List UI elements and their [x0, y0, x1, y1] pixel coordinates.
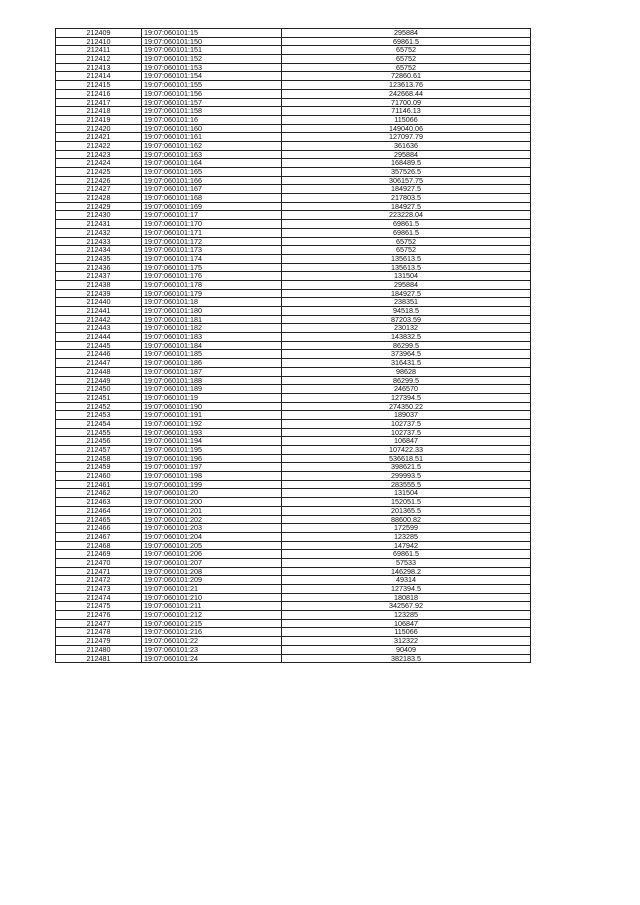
value-cell: 201365.5: [282, 506, 531, 515]
row-id-cell: 212432: [56, 228, 142, 237]
table-row: [56, 628, 531, 637]
table-row: [56, 315, 531, 324]
table-row: [56, 307, 531, 316]
cadastral-number-cell: 19:07:060101:206: [142, 550, 282, 559]
table-row: [56, 654, 531, 663]
row-id-cell: 212436: [56, 263, 142, 272]
row-id-cell: 212440: [56, 298, 142, 307]
value-cell: 147942: [282, 541, 531, 550]
row-id-cell: 212426: [56, 176, 142, 185]
row-id-cell: 212456: [56, 437, 142, 446]
value-cell: 71700.09: [282, 98, 531, 107]
table-row: [56, 211, 531, 220]
cadastral-number-cell: 19:07:060101:15: [142, 29, 282, 38]
value-cell: 373964.5: [282, 350, 531, 359]
table-row: [56, 89, 531, 98]
cadastral-number-cell: 19:07:060101:200: [142, 498, 282, 507]
table-row: [56, 272, 531, 281]
cadastral-number-cell: 19:07:060101:212: [142, 611, 282, 620]
cadastral-number-cell: 19:07:060101:204: [142, 532, 282, 541]
cadastral-number-cell: 19:07:060101:164: [142, 159, 282, 168]
table-row: [56, 428, 531, 437]
row-id-cell: 212466: [56, 524, 142, 533]
row-id-cell: 212477: [56, 619, 142, 628]
row-id-cell: 212479: [56, 637, 142, 646]
cadastral-number-cell: 19:07:060101:21: [142, 585, 282, 594]
table-row: [56, 637, 531, 646]
row-id-cell: 212465: [56, 515, 142, 524]
row-id-cell: 212409: [56, 29, 142, 38]
value-cell: 299993.5: [282, 472, 531, 481]
row-id-cell: 212470: [56, 558, 142, 567]
table-row: [56, 402, 531, 411]
table-row: [56, 237, 531, 246]
cadastral-number-cell: 19:07:060101:195: [142, 446, 282, 455]
row-id-cell: 212413: [56, 63, 142, 72]
cadastral-number-cell: 19:07:060101:192: [142, 419, 282, 428]
table-row: [56, 359, 531, 368]
cadastral-number-cell: 19:07:060101:18: [142, 298, 282, 307]
table-row: [56, 498, 531, 507]
cadastral-number-cell: 19:07:060101:184: [142, 341, 282, 350]
table-body: [56, 29, 531, 663]
row-id-cell: 212467: [56, 532, 142, 541]
row-id-cell: 212449: [56, 376, 142, 385]
row-id-cell: 212437: [56, 272, 142, 281]
table-row: [56, 81, 531, 90]
value-cell: 361636: [282, 141, 531, 150]
row-id-cell: 212450: [56, 385, 142, 394]
table-row: [56, 133, 531, 142]
row-id-cell: 212434: [56, 246, 142, 255]
value-cell: 184927.5: [282, 289, 531, 298]
table-row: [56, 228, 531, 237]
row-id-cell: 212415: [56, 81, 142, 90]
cadastral-number-cell: 19:07:060101:182: [142, 324, 282, 333]
row-id-cell: 212435: [56, 254, 142, 263]
value-cell: 382183.5: [282, 654, 531, 663]
value-cell: 69861.5: [282, 37, 531, 46]
row-id-cell: 212418: [56, 107, 142, 116]
value-cell: 65752: [282, 237, 531, 246]
row-id-cell: 212473: [56, 585, 142, 594]
row-id-cell: 212454: [56, 419, 142, 428]
row-id-cell: 212452: [56, 402, 142, 411]
row-id-cell: 212411: [56, 46, 142, 55]
row-id-cell: 212455: [56, 428, 142, 437]
value-cell: 184927.5: [282, 202, 531, 211]
table-row: [56, 411, 531, 420]
cadastral-number-cell: 19:07:060101:151: [142, 46, 282, 55]
table-row: [56, 280, 531, 289]
cadastral-number-cell: 19:07:060101:19: [142, 393, 282, 402]
row-id-cell: 212414: [56, 72, 142, 81]
table-row: [56, 558, 531, 567]
cadastral-number-cell: 19:07:060101:188: [142, 376, 282, 385]
table-row: [56, 393, 531, 402]
table-row: [56, 524, 531, 533]
table-row: [56, 115, 531, 124]
value-cell: 295884: [282, 280, 531, 289]
value-cell: 146298.2: [282, 567, 531, 576]
value-cell: 230132: [282, 324, 531, 333]
cadastral-number-cell: 19:07:060101:160: [142, 124, 282, 133]
table-row: [56, 472, 531, 481]
cadastral-number-cell: 19:07:060101:22: [142, 637, 282, 646]
value-cell: 94518.5: [282, 307, 531, 316]
cadastral-number-cell: 19:07:060101:191: [142, 411, 282, 420]
cadastral-number-cell: 19:07:060101:193: [142, 428, 282, 437]
cadastral-number-cell: 19:07:060101:216: [142, 628, 282, 637]
cadastral-number-cell: 19:07:060101:24: [142, 654, 282, 663]
cadastral-number-cell: 19:07:060101:23: [142, 645, 282, 654]
table-row: [56, 341, 531, 350]
row-id-cell: 212438: [56, 280, 142, 289]
table-row: [56, 593, 531, 602]
cadastral-number-cell: 19:07:060101:209: [142, 576, 282, 585]
cadastral-number-cell: 19:07:060101:16: [142, 115, 282, 124]
row-id-cell: 212416: [56, 89, 142, 98]
table-row: [56, 619, 531, 628]
cadastral-number-cell: 19:07:060101:158: [142, 107, 282, 116]
row-id-cell: 212410: [56, 37, 142, 46]
row-id-cell: 212421: [56, 133, 142, 142]
row-id-cell: 212472: [56, 576, 142, 585]
value-cell: 98628: [282, 367, 531, 376]
table-row: [56, 602, 531, 611]
value-cell: 115066: [282, 115, 531, 124]
value-cell: 123285: [282, 532, 531, 541]
value-cell: 143832.5: [282, 333, 531, 342]
row-id-cell: 212462: [56, 489, 142, 498]
table-row: [56, 150, 531, 159]
table-row: [56, 489, 531, 498]
value-cell: 536618.51: [282, 454, 531, 463]
value-cell: 127394.5: [282, 585, 531, 594]
cadastral-number-cell: 19:07:060101:171: [142, 228, 282, 237]
cadastral-number-cell: 19:07:060101:187: [142, 367, 282, 376]
cadastral-number-cell: 19:07:060101:205: [142, 541, 282, 550]
table-row: [56, 419, 531, 428]
value-cell: 342567.92: [282, 602, 531, 611]
row-id-cell: 212451: [56, 393, 142, 402]
value-cell: 398621.5: [282, 463, 531, 472]
value-cell: 172599: [282, 524, 531, 533]
value-cell: 283555.5: [282, 480, 531, 489]
value-cell: 306157.75: [282, 176, 531, 185]
cadastral-number-cell: 19:07:060101:201: [142, 506, 282, 515]
row-id-cell: 212417: [56, 98, 142, 107]
table-row: [56, 37, 531, 46]
value-cell: 180818: [282, 593, 531, 602]
row-id-cell: 212457: [56, 446, 142, 455]
value-cell: 246570: [282, 385, 531, 394]
table-row: [56, 385, 531, 394]
row-id-cell: 212463: [56, 498, 142, 507]
cadastral-number-cell: 19:07:060101:165: [142, 168, 282, 177]
cadastral-number-cell: 19:07:060101:196: [142, 454, 282, 463]
table-row: [56, 324, 531, 333]
value-cell: 65752: [282, 246, 531, 255]
value-cell: 65752: [282, 46, 531, 55]
cadastral-number-cell: 19:07:060101:194: [142, 437, 282, 446]
value-cell: 316431.5: [282, 359, 531, 368]
value-cell: 123285: [282, 611, 531, 620]
table-row: [56, 55, 531, 64]
row-id-cell: 212447: [56, 359, 142, 368]
row-id-cell: 212468: [56, 541, 142, 550]
table-row: [56, 72, 531, 81]
row-id-cell: 212469: [56, 550, 142, 559]
value-cell: 238351: [282, 298, 531, 307]
value-cell: 49314: [282, 576, 531, 585]
value-cell: 242668.44: [282, 89, 531, 98]
table-row: [56, 246, 531, 255]
row-id-cell: 212445: [56, 341, 142, 350]
row-id-cell: 212476: [56, 611, 142, 620]
table-row: [56, 107, 531, 116]
table-row: [56, 576, 531, 585]
table-row: [56, 298, 531, 307]
table-row: [56, 480, 531, 489]
cadastral-number-cell: 19:07:060101:207: [142, 558, 282, 567]
table-row: [56, 220, 531, 229]
value-cell: 312322: [282, 637, 531, 646]
table-row: [56, 532, 531, 541]
row-id-cell: 212412: [56, 55, 142, 64]
cadastral-number-cell: 19:07:060101:190: [142, 402, 282, 411]
row-id-cell: 212424: [56, 159, 142, 168]
table-row: [56, 98, 531, 107]
value-cell: 189037: [282, 411, 531, 420]
value-cell: 69861.5: [282, 228, 531, 237]
row-id-cell: 212439: [56, 289, 142, 298]
value-cell: 86299.5: [282, 376, 531, 385]
table-row: [56, 254, 531, 263]
cadastral-number-cell: 19:07:060101:156: [142, 89, 282, 98]
value-cell: 106847: [282, 619, 531, 628]
value-cell: 86299.5: [282, 341, 531, 350]
row-id-cell: 212475: [56, 602, 142, 611]
cadastral-number-cell: 19:07:060101:197: [142, 463, 282, 472]
row-id-cell: 212453: [56, 411, 142, 420]
cadastral-number-cell: 19:07:060101:153: [142, 63, 282, 72]
value-cell: 357526.5: [282, 168, 531, 177]
table-row: [56, 202, 531, 211]
cadastral-number-cell: 19:07:060101:203: [142, 524, 282, 533]
table-row: [56, 585, 531, 594]
table-row: [56, 176, 531, 185]
cadastral-number-cell: 19:07:060101:172: [142, 237, 282, 246]
row-id-cell: 212471: [56, 567, 142, 576]
value-cell: 65752: [282, 55, 531, 64]
cadastral-number-cell: 19:07:060101:20: [142, 489, 282, 498]
value-cell: 123613.76: [282, 81, 531, 90]
value-cell: 88600.82: [282, 515, 531, 524]
value-cell: 72860.61: [282, 72, 531, 81]
cadastral-number-cell: 19:07:060101:155: [142, 81, 282, 90]
value-cell: 131504: [282, 272, 531, 281]
table-row: [56, 29, 531, 38]
row-id-cell: 212464: [56, 506, 142, 515]
row-id-cell: 212431: [56, 220, 142, 229]
cadastral-number-cell: 19:07:060101:163: [142, 150, 282, 159]
cadastral-number-cell: 19:07:060101:170: [142, 220, 282, 229]
value-cell: 102737.5: [282, 428, 531, 437]
row-id-cell: 212460: [56, 472, 142, 481]
row-id-cell: 212480: [56, 645, 142, 654]
cadastral-number-cell: 19:07:060101:210: [142, 593, 282, 602]
row-id-cell: 212422: [56, 141, 142, 150]
value-cell: 69861.5: [282, 550, 531, 559]
value-cell: 65752: [282, 63, 531, 72]
value-cell: 135613.5: [282, 254, 531, 263]
row-id-cell: 212425: [56, 168, 142, 177]
cadastral-number-cell: 19:07:060101:181: [142, 315, 282, 324]
cadastral-number-cell: 19:07:060101:169: [142, 202, 282, 211]
value-cell: 90409: [282, 645, 531, 654]
value-cell: 131504: [282, 489, 531, 498]
cadastral-number-cell: 19:07:060101:176: [142, 272, 282, 281]
value-cell: 223228.04: [282, 211, 531, 220]
table-row: [56, 506, 531, 515]
value-cell: 71146.13: [282, 107, 531, 116]
cadastral-number-cell: 19:07:060101:166: [142, 176, 282, 185]
table-row: [56, 463, 531, 472]
cadastral-number-cell: 19:07:060101:162: [142, 141, 282, 150]
table-row: [56, 159, 531, 168]
row-id-cell: 212459: [56, 463, 142, 472]
table-row: [56, 550, 531, 559]
value-cell: 57533: [282, 558, 531, 567]
table-row: [56, 289, 531, 298]
row-id-cell: 212423: [56, 150, 142, 159]
row-id-cell: 212481: [56, 654, 142, 663]
table-row: [56, 376, 531, 385]
cadastral-number-cell: 19:07:060101:161: [142, 133, 282, 142]
table-row: [56, 194, 531, 203]
value-cell: 69861.5: [282, 220, 531, 229]
cadastral-number-cell: 19:07:060101:174: [142, 254, 282, 263]
table-row: [56, 168, 531, 177]
table-row: [56, 350, 531, 359]
value-cell: 217803.5: [282, 194, 531, 203]
table-row: [56, 437, 531, 446]
value-cell: 184927.5: [282, 185, 531, 194]
value-cell: 115066: [282, 628, 531, 637]
cadastral-number-cell: 19:07:060101:189: [142, 385, 282, 394]
row-id-cell: 212461: [56, 480, 142, 489]
value-cell: 135613.5: [282, 263, 531, 272]
table-row: [56, 454, 531, 463]
value-cell: 107422.33: [282, 446, 531, 455]
value-cell: 295884: [282, 29, 531, 38]
table-row: [56, 333, 531, 342]
row-id-cell: 212478: [56, 628, 142, 637]
row-id-cell: 212442: [56, 315, 142, 324]
cadastral-number-cell: 19:07:060101:152: [142, 55, 282, 64]
table-row: [56, 645, 531, 654]
value-cell: 102737.5: [282, 419, 531, 428]
value-cell: 152051.5: [282, 498, 531, 507]
cadastral-number-cell: 19:07:060101:199: [142, 480, 282, 489]
cadastral-number-cell: 19:07:060101:185: [142, 350, 282, 359]
value-cell: 295884: [282, 150, 531, 159]
cadastral-number-cell: 19:07:060101:186: [142, 359, 282, 368]
row-id-cell: 212430: [56, 211, 142, 220]
cadastral-number-cell: 19:07:060101:150: [142, 37, 282, 46]
value-cell: 127097.79: [282, 133, 531, 142]
value-cell: 149040.06: [282, 124, 531, 133]
cadastral-number-cell: 19:07:060101:215: [142, 619, 282, 628]
cadastral-number-cell: 19:07:060101:183: [142, 333, 282, 342]
row-id-cell: 212446: [56, 350, 142, 359]
table-row: [56, 46, 531, 55]
table-row: [56, 367, 531, 376]
cadastral-number-cell: 19:07:060101:168: [142, 194, 282, 203]
cadastral-number-cell: 19:07:060101:167: [142, 185, 282, 194]
table-row: [56, 541, 531, 550]
cadastral-number-cell: 19:07:060101:198: [142, 472, 282, 481]
cadastral-number-cell: 19:07:060101:202: [142, 515, 282, 524]
cadastral-number-cell: 19:07:060101:179: [142, 289, 282, 298]
cadastral-number-cell: 19:07:060101:180: [142, 307, 282, 316]
table-row: [56, 567, 531, 576]
cadastral-number-cell: 19:07:060101:17: [142, 211, 282, 220]
row-id-cell: 212474: [56, 593, 142, 602]
cadastral-number-cell: 19:07:060101:157: [142, 98, 282, 107]
table-row: [56, 515, 531, 524]
table-row: [56, 63, 531, 72]
row-id-cell: 212448: [56, 367, 142, 376]
cadastral-number-cell: 19:07:060101:208: [142, 567, 282, 576]
table-row: [56, 185, 531, 194]
cadastral-number-cell: 19:07:060101:175: [142, 263, 282, 272]
cadastral-number-cell: 19:07:060101:173: [142, 246, 282, 255]
table-row: [56, 263, 531, 272]
row-id-cell: 212428: [56, 194, 142, 203]
value-cell: 168489.5: [282, 159, 531, 168]
row-id-cell: 212444: [56, 333, 142, 342]
row-id-cell: 212429: [56, 202, 142, 211]
table-row: [56, 141, 531, 150]
value-cell: 127394.5: [282, 393, 531, 402]
value-cell: 87203.59: [282, 315, 531, 324]
cadastral-number-cell: 19:07:060101:178: [142, 280, 282, 289]
row-id-cell: 212420: [56, 124, 142, 133]
table-row: [56, 611, 531, 620]
cadastral-number-cell: 19:07:060101:211: [142, 602, 282, 611]
row-id-cell: 212427: [56, 185, 142, 194]
data-table: [55, 28, 531, 663]
table-row: [56, 446, 531, 455]
value-cell: 274350.22: [282, 402, 531, 411]
value-cell: 106847: [282, 437, 531, 446]
table-row: [56, 124, 531, 133]
cadastral-number-cell: 19:07:060101:154: [142, 72, 282, 81]
row-id-cell: 212433: [56, 237, 142, 246]
row-id-cell: 212441: [56, 307, 142, 316]
row-id-cell: 212443: [56, 324, 142, 333]
row-id-cell: 212458: [56, 454, 142, 463]
row-id-cell: 212419: [56, 115, 142, 124]
